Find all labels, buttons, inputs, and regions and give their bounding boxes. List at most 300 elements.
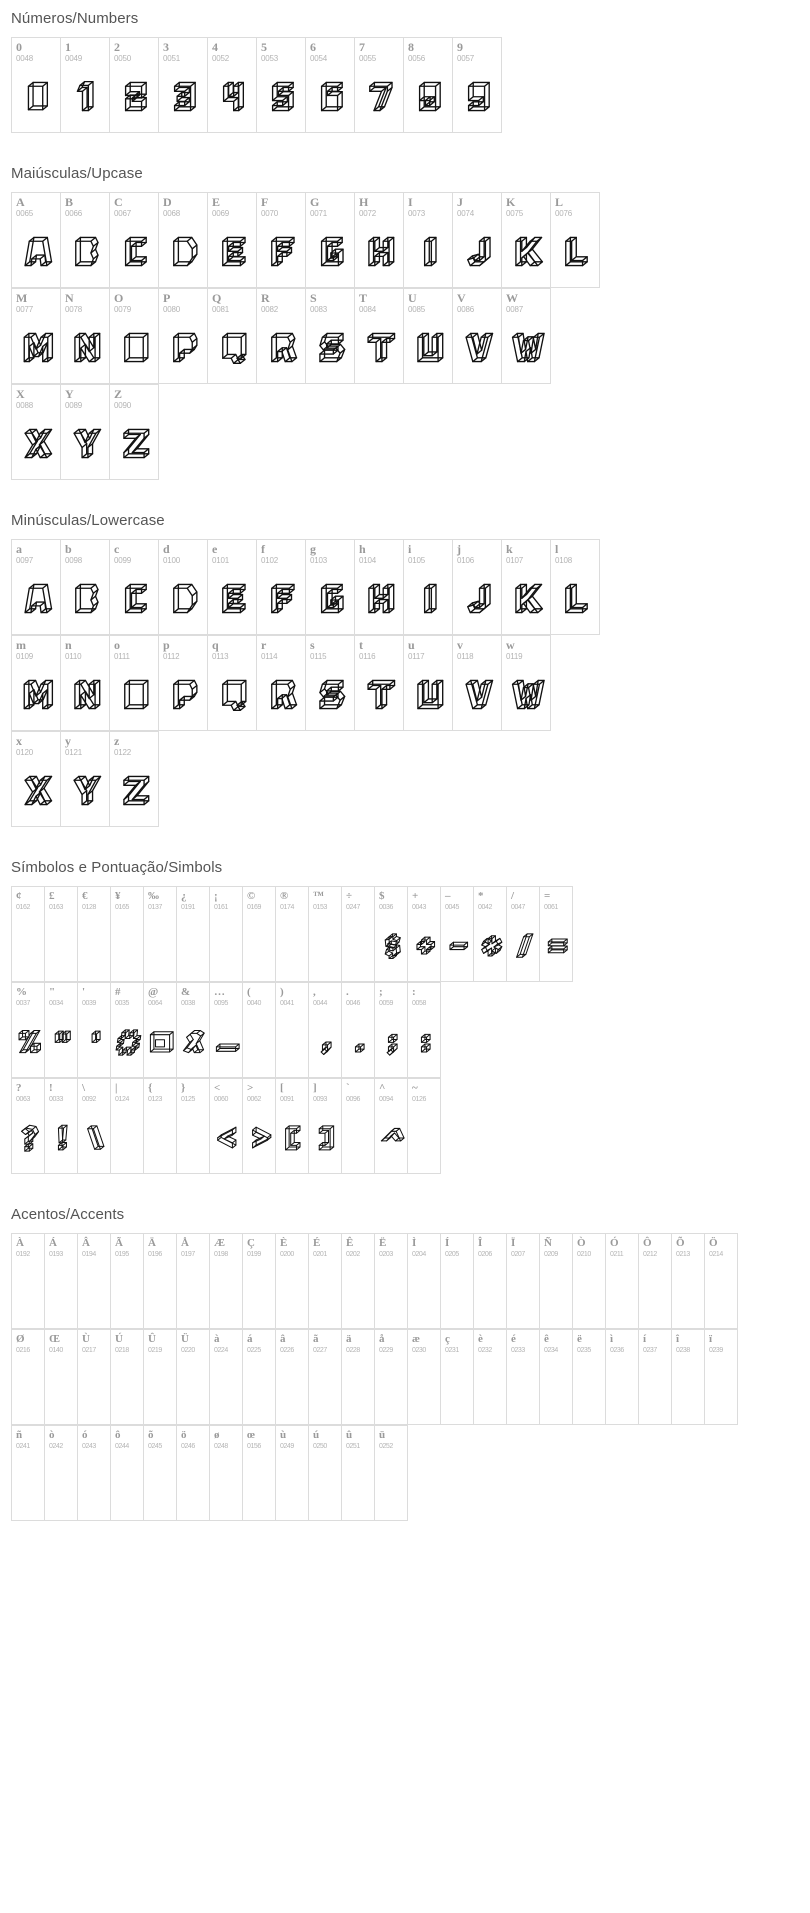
glyph-cell[interactable] <box>12 1426 45 1521</box>
glyph-cell[interactable] <box>110 289 159 384</box>
glyph-cell[interactable] <box>177 983 210 1078</box>
glyph-code: 0078 <box>65 305 82 314</box>
glyph-cell[interactable] <box>573 1234 606 1329</box>
glyph-cell[interactable] <box>257 38 306 133</box>
glyph-cell[interactable] <box>408 1079 441 1174</box>
glyph-cell[interactable] <box>453 193 502 288</box>
glyph-code: 0114 <box>261 652 278 661</box>
glyph-cell[interactable] <box>144 1330 177 1425</box>
glyph-character: M <box>16 291 28 305</box>
glyph-cell[interactable] <box>12 1079 45 1174</box>
glyph-preview <box>441 915 473 979</box>
glyph-cell[interactable] <box>243 887 276 982</box>
glyph-character: y <box>65 734 71 748</box>
glyph-preview <box>375 1358 407 1422</box>
glyph-preview <box>408 915 440 979</box>
glyph-code: 0070 <box>261 209 278 218</box>
glyph-cell[interactable] <box>177 1330 210 1425</box>
glyph-code: 0196 <box>148 1251 162 1258</box>
glyph-cell[interactable] <box>306 38 355 133</box>
glyph-cell[interactable] <box>61 385 110 480</box>
glyph-cell[interactable] <box>61 540 110 635</box>
glyph-character: Q <box>212 291 222 305</box>
section-title-numbers: Números/Numbers <box>11 10 139 27</box>
section-title-symbols: Símbolos e Pontuação/Simbols <box>11 859 223 876</box>
glyph-code: 0045 <box>445 904 459 911</box>
glyph-cell[interactable] <box>208 193 257 288</box>
glyph-preview <box>306 317 354 381</box>
glyph-cell[interactable] <box>110 193 159 288</box>
glyph-cell[interactable] <box>177 887 210 982</box>
glyph-cell[interactable] <box>243 983 276 1078</box>
glyph-code: 0100 <box>163 556 180 565</box>
glyph-cell[interactable] <box>12 38 61 133</box>
glyph-cell[interactable] <box>243 1426 276 1521</box>
glyph-cell[interactable] <box>309 1426 342 1521</box>
glyph-cell[interactable] <box>306 193 355 288</box>
glyph-cell[interactable] <box>45 1426 78 1521</box>
glyph-character: ã <box>313 1333 319 1345</box>
glyph-code: 0199 <box>247 1251 261 1258</box>
glyph-cell[interactable] <box>243 1330 276 1425</box>
glyph-cell[interactable] <box>453 540 502 635</box>
section-spacer <box>0 480 810 502</box>
glyph-cell[interactable] <box>257 540 306 635</box>
glyph-cell[interactable] <box>375 1234 408 1329</box>
glyph-code: 0200 <box>280 1251 294 1258</box>
glyph-code: 0059 <box>379 1000 393 1007</box>
glyph-character: À <box>16 1237 24 1249</box>
glyph-cell[interactable] <box>12 385 61 480</box>
glyph-code: 0084 <box>359 305 376 314</box>
glyph-character: á <box>247 1333 253 1345</box>
glyph-cell[interactable] <box>276 1426 309 1521</box>
glyph-character: d <box>163 542 170 556</box>
glyph-cell[interactable] <box>78 1234 111 1329</box>
glyph-cell[interactable] <box>208 38 257 133</box>
glyph-cell[interactable] <box>441 1330 474 1425</box>
glyph-preview <box>208 221 256 285</box>
glyph-cell[interactable] <box>61 732 110 827</box>
glyph-cell[interactable] <box>309 983 342 1078</box>
glyph-cell[interactable] <box>342 1079 375 1174</box>
glyph-preview <box>502 568 550 632</box>
glyph-code: 0218 <box>115 1347 129 1354</box>
glyph-preview <box>177 1454 209 1518</box>
glyph-character: t <box>359 638 363 652</box>
glyph-cell[interactable] <box>306 636 355 731</box>
glyph-code: 0125 <box>181 1096 195 1103</box>
glyph-character: 6 <box>310 40 316 54</box>
glyph-cell[interactable] <box>404 193 453 288</box>
glyph-cell[interactable] <box>210 1330 243 1425</box>
glyph-cell[interactable] <box>45 1234 78 1329</box>
glyph-cell[interactable] <box>243 1234 276 1329</box>
glyph-code: 0156 <box>247 1443 261 1450</box>
glyph-cell[interactable] <box>243 1079 276 1174</box>
glyph-code: 0246 <box>181 1443 195 1450</box>
glyph-code: 0207 <box>511 1251 525 1258</box>
glyph-preview <box>208 317 256 381</box>
glyph-code: 0093 <box>313 1096 327 1103</box>
glyph-code: 0226 <box>280 1347 294 1354</box>
glyph-preview <box>12 1358 44 1422</box>
glyph-grid-upcase-row-2 <box>11 288 551 384</box>
glyph-character: … <box>214 986 225 998</box>
glyph-code: 0211 <box>610 1251 624 1258</box>
glyph-cell[interactable] <box>342 887 375 982</box>
glyph-cell[interactable] <box>144 887 177 982</box>
glyph-cell[interactable] <box>540 1330 573 1425</box>
glyph-cell[interactable] <box>210 1426 243 1521</box>
glyph-preview <box>309 1454 341 1518</box>
glyph-preview <box>453 66 501 130</box>
glyph-cell[interactable] <box>159 289 208 384</box>
glyph-code: 0065 <box>16 209 33 218</box>
glyph-code: 0238 <box>676 1347 690 1354</box>
glyph-cell[interactable] <box>12 540 61 635</box>
glyph-cell[interactable] <box>111 1234 144 1329</box>
glyph-cell[interactable] <box>12 1234 45 1329</box>
glyph-cell[interactable] <box>408 983 441 1078</box>
glyph-cell[interactable] <box>551 540 600 635</box>
glyph-preview <box>672 1262 704 1326</box>
glyph-preview <box>110 568 158 632</box>
glyph-cell[interactable] <box>177 1234 210 1329</box>
glyph-code: 0230 <box>412 1347 426 1354</box>
glyph-preview <box>404 317 452 381</box>
glyph-cell[interactable] <box>159 38 208 133</box>
glyph-cell[interactable] <box>342 1234 375 1329</box>
glyph-character: B <box>65 195 74 209</box>
glyph-preview <box>110 66 158 130</box>
glyph-cell[interactable] <box>111 887 144 982</box>
glyph-cell[interactable] <box>12 887 45 982</box>
glyph-cell[interactable] <box>111 983 144 1078</box>
glyph-code: 0239 <box>709 1347 723 1354</box>
glyph-cell[interactable] <box>355 38 404 133</box>
glyph-code: 0074 <box>457 209 474 218</box>
glyph-cell[interactable] <box>573 1330 606 1425</box>
glyph-cell[interactable] <box>342 1330 375 1425</box>
glyph-cell[interactable] <box>45 1079 78 1174</box>
glyph-cell[interactable] <box>507 887 540 982</box>
glyph-grid-upcase-row-1 <box>11 192 600 288</box>
glyph-cell[interactable] <box>408 1234 441 1329</box>
glyph-preview <box>309 915 341 979</box>
glyph-code: 0198 <box>214 1251 228 1258</box>
glyph-cell[interactable] <box>78 1426 111 1521</box>
glyph-cell[interactable] <box>705 1330 738 1425</box>
glyph-code: 0209 <box>544 1251 558 1258</box>
glyph-cell[interactable] <box>502 636 551 731</box>
glyph-cell[interactable] <box>257 193 306 288</box>
glyph-preview <box>12 1011 44 1075</box>
glyph-cell[interactable] <box>276 1330 309 1425</box>
glyph-cell[interactable] <box>342 983 375 1078</box>
glyph-cell[interactable] <box>12 289 61 384</box>
glyph-cell[interactable] <box>672 1330 705 1425</box>
glyph-cell[interactable] <box>276 1079 309 1174</box>
glyph-cell[interactable] <box>78 983 111 1078</box>
glyph-character: ) <box>280 986 284 998</box>
glyph-cell[interactable] <box>309 1330 342 1425</box>
glyph-character: 9 <box>457 40 463 54</box>
grid-wrap-symbols <box>0 886 810 1174</box>
glyph-code: 0043 <box>412 904 426 911</box>
glyph-code: 0103 <box>310 556 327 565</box>
glyph-cell[interactable] <box>309 1079 342 1174</box>
glyph-cell[interactable] <box>45 983 78 1078</box>
glyph-code: 0104 <box>359 556 376 565</box>
glyph-code: 0234 <box>544 1347 558 1354</box>
glyph-code: 0036 <box>379 904 393 911</box>
glyph-cell[interactable] <box>408 887 441 982</box>
glyph-character: 5 <box>261 40 267 54</box>
glyph-cell[interactable] <box>404 540 453 635</box>
glyph-cell[interactable] <box>639 1330 672 1425</box>
glyph-cell[interactable] <box>441 1234 474 1329</box>
section-title-lowercase: Minúsculas/Lowercase <box>11 512 165 529</box>
glyph-character: £ <box>49 890 55 902</box>
glyph-cell[interactable] <box>159 193 208 288</box>
glyph-preview <box>243 1358 275 1422</box>
glyph-cell[interactable] <box>309 887 342 982</box>
glyph-cell[interactable] <box>208 289 257 384</box>
glyph-cell[interactable] <box>342 1426 375 1521</box>
glyph-code: 0228 <box>346 1347 360 1354</box>
glyph-character: P <box>163 291 171 305</box>
glyph-preview <box>12 915 44 979</box>
glyph-cell[interactable] <box>110 636 159 731</box>
glyph-preview <box>243 915 275 979</box>
glyph-cell[interactable] <box>144 1079 177 1174</box>
glyph-cell[interactable] <box>208 636 257 731</box>
glyph-code: 0118 <box>457 652 474 661</box>
glyph-character: g <box>310 542 316 556</box>
glyph-character: Œ <box>49 1333 60 1345</box>
glyph-character: Z <box>114 387 123 401</box>
glyph-character: O <box>114 291 124 305</box>
glyph-preview <box>309 1262 341 1326</box>
glyph-preview <box>453 664 501 728</box>
glyph-cell[interactable] <box>453 289 502 384</box>
glyph-cell[interactable] <box>453 636 502 731</box>
glyph-code: 0210 <box>577 1251 591 1258</box>
glyph-cell[interactable] <box>61 289 110 384</box>
glyph-cell[interactable] <box>61 636 110 731</box>
glyph-character: w <box>506 638 515 652</box>
glyph-preview <box>502 317 550 381</box>
glyph-cell[interactable] <box>375 983 408 1078</box>
glyph-character: ó <box>82 1429 88 1441</box>
glyph-cell[interactable] <box>78 1330 111 1425</box>
glyph-preview <box>110 317 158 381</box>
glyph-character: . <box>346 986 349 998</box>
glyph-code: 0109 <box>16 652 33 661</box>
glyph-cell[interactable] <box>672 1234 705 1329</box>
glyph-cell[interactable] <box>355 540 404 635</box>
glyph-character: Y <box>65 387 74 401</box>
glyph-character: Ø <box>16 1333 25 1345</box>
glyph-character: = <box>544 890 551 902</box>
glyph-cell[interactable] <box>540 1234 573 1329</box>
glyph-character: % <box>16 986 27 998</box>
glyph-cell[interactable] <box>45 1330 78 1425</box>
glyph-cell[interactable] <box>177 1079 210 1174</box>
glyph-cell[interactable] <box>144 983 177 1078</box>
glyph-cell[interactable] <box>306 540 355 635</box>
glyph-cell[interactable] <box>12 732 61 827</box>
glyph-character: T <box>359 291 368 305</box>
glyph-grid-lowercase-row-3 <box>11 731 159 827</box>
glyph-cell[interactable] <box>639 1234 672 1329</box>
section-lowercase <box>0 502 810 849</box>
glyph-code: 0060 <box>214 1096 228 1103</box>
glyph-cell[interactable] <box>210 1234 243 1329</box>
glyph-character: Ú <box>115 1333 123 1345</box>
glyph-code: 0112 <box>163 652 180 661</box>
glyph-cell[interactable] <box>111 1426 144 1521</box>
glyph-cell[interactable] <box>61 38 110 133</box>
glyph-cell[interactable] <box>705 1234 738 1329</box>
glyph-cell[interactable] <box>309 1234 342 1329</box>
glyph-character: z <box>114 734 120 748</box>
glyph-cell[interactable] <box>144 1426 177 1521</box>
glyph-cell[interactable] <box>375 1079 408 1174</box>
glyph-cell[interactable] <box>159 540 208 635</box>
glyph-cell[interactable] <box>404 636 453 731</box>
glyph-cell[interactable] <box>110 540 159 635</box>
glyph-code: 0068 <box>163 209 180 218</box>
glyph-preview <box>342 1011 374 1075</box>
glyph-code: 0161 <box>214 904 228 911</box>
glyph-preview <box>404 66 452 130</box>
glyph-cell[interactable] <box>408 1330 441 1425</box>
glyph-code: 0122 <box>114 748 131 757</box>
glyph-preview <box>404 568 452 632</box>
glyph-cell[interactable] <box>257 289 306 384</box>
glyph-code: 0237 <box>643 1347 657 1354</box>
glyph-cell[interactable] <box>276 983 309 1078</box>
glyph-cell[interactable] <box>276 1234 309 1329</box>
glyph-character: Î <box>478 1237 483 1249</box>
glyph-cell[interactable] <box>474 1234 507 1329</box>
glyph-cell[interactable] <box>210 983 243 1078</box>
glyph-character: D <box>163 195 172 209</box>
glyph-preview <box>375 1107 407 1171</box>
glyph-grid-symbols-row-1 <box>11 886 573 982</box>
glyph-character: [ <box>280 1082 284 1094</box>
glyph-cell[interactable] <box>110 38 159 133</box>
glyph-cell[interactable] <box>78 1079 111 1174</box>
glyph-code: 0126 <box>412 1096 426 1103</box>
glyph-cell[interactable] <box>375 1330 408 1425</box>
glyph-cell[interactable] <box>12 983 45 1078</box>
glyph-cell[interactable] <box>111 1330 144 1425</box>
glyph-character: # <box>115 986 121 998</box>
glyph-preview <box>257 66 305 130</box>
glyph-cell[interactable] <box>441 887 474 982</box>
glyph-character: ù <box>280 1429 287 1441</box>
glyph-character: a <box>16 542 22 556</box>
glyph-cell[interactable] <box>306 289 355 384</box>
glyph-code: 0236 <box>610 1347 624 1354</box>
glyph-cell[interactable] <box>12 1330 45 1425</box>
glyph-cell[interactable] <box>474 1330 507 1425</box>
glyph-cell[interactable] <box>540 887 573 982</box>
glyph-cell[interactable] <box>474 887 507 982</box>
glyph-cell[interactable] <box>276 887 309 982</box>
glyph-code: 0232 <box>478 1347 492 1354</box>
glyph-cell[interactable] <box>110 732 159 827</box>
glyph-cell[interactable] <box>453 38 502 133</box>
glyph-preview <box>210 1262 242 1326</box>
glyph-cell[interactable] <box>404 38 453 133</box>
glyph-character: < <box>214 1082 221 1094</box>
glyph-code: 0231 <box>445 1347 459 1354</box>
glyph-cell[interactable] <box>551 193 600 288</box>
glyph-cell[interactable] <box>502 289 551 384</box>
glyph-cell[interactable] <box>606 1330 639 1425</box>
glyph-cell[interactable] <box>355 193 404 288</box>
glyph-cell[interactable] <box>210 887 243 982</box>
glyph-cell[interactable] <box>45 887 78 982</box>
glyph-preview <box>111 1107 143 1171</box>
glyph-code: 0096 <box>346 1096 360 1103</box>
glyph-cell[interactable] <box>502 193 551 288</box>
glyph-preview <box>208 568 256 632</box>
glyph-cell[interactable] <box>502 540 551 635</box>
glyph-cell[interactable] <box>12 193 61 288</box>
glyph-cell[interactable] <box>507 1234 540 1329</box>
glyph-cell[interactable] <box>177 1426 210 1521</box>
glyph-cell[interactable] <box>606 1234 639 1329</box>
glyph-code: 0165 <box>115 904 129 911</box>
glyph-cell[interactable] <box>210 1079 243 1174</box>
glyph-code: 0233 <box>511 1347 525 1354</box>
glyph-cell[interactable] <box>12 636 61 731</box>
glyph-cell[interactable] <box>257 636 306 731</box>
glyph-character: Ù <box>82 1333 90 1345</box>
glyph-cell[interactable] <box>144 1234 177 1329</box>
glyph-cell[interactable] <box>78 887 111 982</box>
glyph-cell[interactable] <box>507 1330 540 1425</box>
glyph-cell[interactable] <box>375 1426 408 1521</box>
glyph-preview <box>177 915 209 979</box>
glyph-code: 0057 <box>457 54 474 63</box>
glyph-preview <box>12 1454 44 1518</box>
glyph-character: X <box>16 387 25 401</box>
glyph-cell[interactable] <box>110 385 159 480</box>
glyph-code: 0105 <box>408 556 425 565</box>
glyph-cell[interactable] <box>111 1079 144 1174</box>
glyph-code: 0099 <box>114 556 131 565</box>
glyph-character: 4 <box>212 40 218 54</box>
glyph-cell[interactable] <box>404 289 453 384</box>
glyph-preview <box>243 1454 275 1518</box>
glyph-character: L <box>555 195 564 209</box>
glyph-cell[interactable] <box>355 289 404 384</box>
glyph-code: 0128 <box>82 904 96 911</box>
glyph-preview <box>208 664 256 728</box>
glyph-cell[interactable] <box>375 887 408 982</box>
glyph-cell[interactable] <box>61 193 110 288</box>
glyph-cell[interactable] <box>208 540 257 635</box>
glyph-cell[interactable] <box>159 636 208 731</box>
glyph-cell[interactable] <box>355 636 404 731</box>
glyph-preview <box>78 915 110 979</box>
